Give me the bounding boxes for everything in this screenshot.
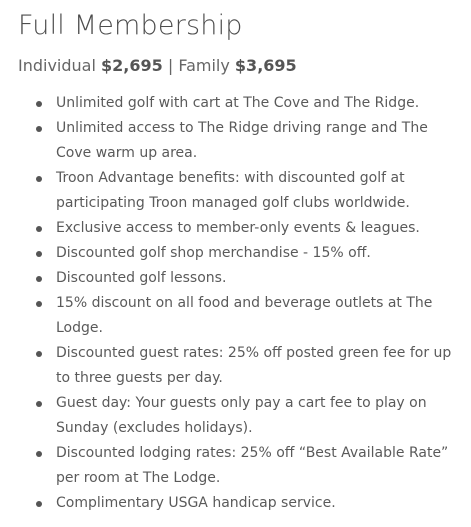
individual-label: Individual [18, 56, 96, 75]
benefit-text: Complimentary USGA handicap service. [56, 495, 336, 511]
bullet-icon [36, 226, 42, 232]
bullet-icon [36, 501, 42, 507]
benefit-text: Discounted lodging rates: 25% off “Best Available Rate” per room at The Lodge. [56, 445, 449, 486]
benefit-text: Discounted golf shop merchandise - 15% off. [56, 245, 371, 261]
benefit-text: Unlimited access to The Ridge driving range and The Cove warm up area. [56, 120, 428, 161]
bullet-icon [36, 301, 42, 307]
benefit-item [56, 491, 452, 516]
benefit-item [56, 441, 452, 491]
benefit-item [56, 166, 452, 216]
benefit-text: Troon Advantage benefits: with discounted golf at participating Troon managed golf clubs worldwide. [56, 170, 410, 211]
benefit-text: Guest day: Your guests only pay a cart fee to play on Sunday (excludes holidays). [56, 395, 427, 436]
bullet-icon [36, 176, 42, 182]
bullet-icon [36, 101, 42, 107]
benefit-text: Unlimited golf with cart at The Cove and The Ridge. [56, 95, 420, 111]
benefit-item [56, 291, 452, 341]
benefit-text: 15% discount on all food and beverage outlets at The Lodge. [56, 295, 433, 336]
benefit-item [56, 116, 452, 166]
bullet-icon [36, 451, 42, 457]
family-price: $3,695 [234, 56, 297, 75]
membership-title: Full Membership [18, 10, 243, 41]
benefit-text: Exclusive access to member-only events & leagues. [56, 220, 420, 236]
family-label: Family [178, 56, 230, 75]
benefit-text: Discounted guest rates: 25% off posted green fee for up to three guests per day. [56, 345, 452, 386]
benefit-item [56, 241, 452, 266]
benefit-item [56, 266, 452, 291]
pricing-line [18, 55, 471, 77]
benefit-text: Discounted golf lessons. [56, 270, 227, 286]
benefit-item [56, 216, 452, 241]
individual-price: $2,695 [101, 56, 163, 75]
bullet-icon [36, 276, 42, 282]
benefit-item [56, 391, 452, 441]
price-separator: | [167, 56, 174, 75]
benefit-item [56, 341, 452, 391]
benefits-list [18, 91, 452, 516]
bullet-icon [36, 401, 42, 407]
benefit-item [56, 91, 452, 116]
bullet-icon [36, 126, 42, 132]
bullet-icon [36, 351, 42, 357]
bullet-icon [36, 251, 42, 257]
